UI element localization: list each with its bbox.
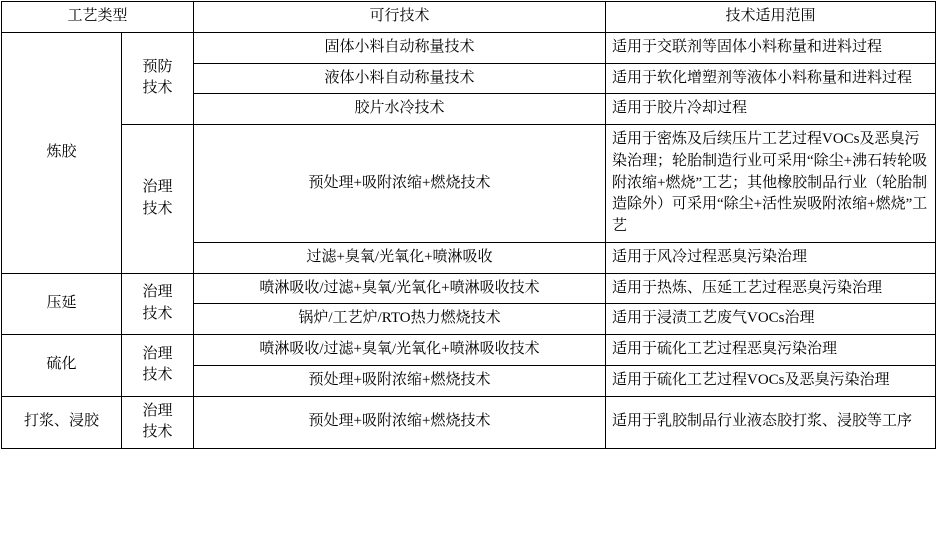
technology-cell: 预处理+吸附浓缩+燃烧技术	[194, 396, 606, 449]
scope-cell: 适用于交联剂等固体小料称量和进料过程	[606, 32, 936, 63]
technology-cell: 喷淋吸收/过滤+臭氧/光氧化+喷淋吸收技术	[194, 273, 606, 304]
technology-cell: 过滤+臭氧/光氧化+喷淋吸收	[194, 242, 606, 273]
technology-cell: 锅炉/工艺炉/RTO热力燃烧技术	[194, 304, 606, 335]
scope-cell: 适用于密炼及后续压片工艺过程VOCs及恶臭污染治理；轮胎制造行业可采用“除尘+沸石转轮吸附浓缩+燃烧”工艺；其他橡胶制品行业（轮胎制造除外）可采用“除尘+活性炭吸附浓缩+燃烧”工艺	[606, 125, 936, 243]
table-header	[2, 2, 936, 33]
technology-cell: 液体小料自动称量技术	[194, 63, 606, 94]
category-cell: 炼胶	[2, 32, 122, 273]
technology-cell: 预处理+吸附浓缩+燃烧技术	[194, 365, 606, 396]
scope-cell: 适用于软化增塑剂等液体小料称量和进料过程	[606, 63, 936, 94]
scope-cell: 适用于硫化工艺过程恶臭污染治理	[606, 335, 936, 366]
subcategory-cell: 治理 技术	[122, 396, 194, 449]
scope-cell: 适用于风冷过程恶臭污染治理	[606, 242, 936, 273]
scope-cell: 适用于热炼、压延工艺过程恶臭污染治理	[606, 273, 936, 304]
table-row	[2, 273, 936, 304]
technology-cell: 喷淋吸收/过滤+臭氧/光氧化+喷淋吸收技术	[194, 335, 606, 366]
table-header-row	[2, 2, 936, 33]
subcategory-cell: 预防 技术	[122, 32, 194, 124]
table-row	[2, 32, 936, 63]
table-row	[2, 396, 936, 449]
table-row	[2, 125, 936, 243]
category-cell: 硫化	[2, 335, 122, 397]
table-row	[2, 335, 936, 366]
category-cell: 打浆、浸胶	[2, 396, 122, 449]
scope-cell: 适用于硫化工艺过程VOCs及恶臭污染治理	[606, 365, 936, 396]
document-page	[0, 1, 936, 535]
scope-cell: 适用于浸渍工艺废气VOCs治理	[606, 304, 936, 335]
feasible-technology-table	[1, 1, 936, 449]
technology-cell: 固体小料自动称量技术	[194, 32, 606, 63]
subcategory-cell: 治理 技术	[122, 335, 194, 397]
header-application-scope: 技术适用范围	[606, 2, 936, 33]
header-process-type: 工艺类型	[2, 2, 194, 33]
scope-cell: 适用于乳胶制品行业液态胶打浆、浸胶等工序	[606, 396, 936, 449]
subcategory-cell: 治理 技术	[122, 125, 194, 274]
technology-cell: 预处理+吸附浓缩+燃烧技术	[194, 125, 606, 243]
technology-cell: 胶片水冷技术	[194, 94, 606, 125]
scope-cell: 适用于胶片冷却过程	[606, 94, 936, 125]
table-body	[2, 32, 936, 448]
subcategory-cell: 治理 技术	[122, 273, 194, 335]
header-feasible-technology: 可行技术	[194, 2, 606, 33]
category-cell: 压延	[2, 273, 122, 335]
